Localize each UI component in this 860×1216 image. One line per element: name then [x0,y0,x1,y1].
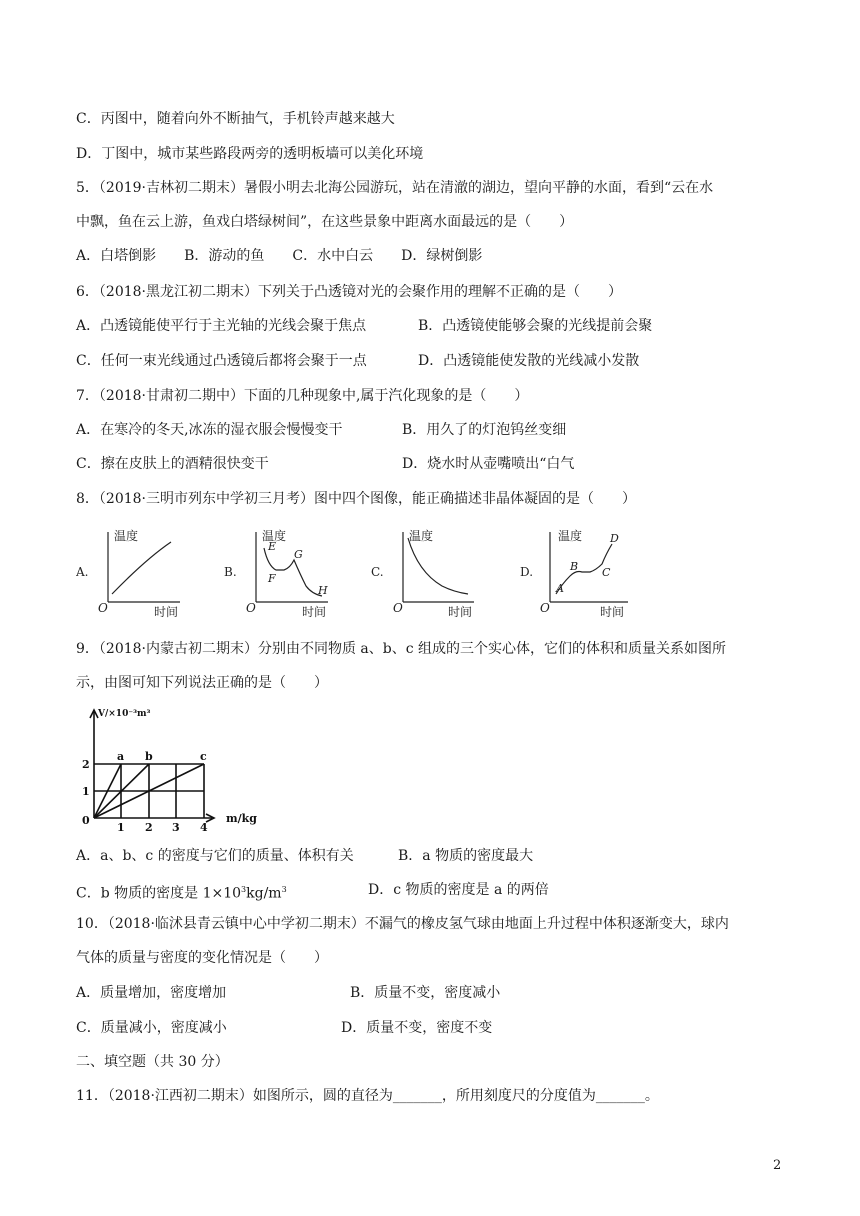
fig-d-point-d: D [610,532,619,545]
question-6-option-d: D．凸透镜能使发散的光线减小发散 [418,353,640,369]
fig-b-point-g: G [294,548,303,561]
q9-figure-svg [76,704,276,832]
fig-b-ylabel: 温度 [262,529,287,543]
q9-series-b: b [145,750,153,763]
fig-d-point-c: C [602,566,611,579]
q9-xlabel: m/kg [226,812,257,825]
question-7-stem: 7．（2018·甘肃初二期中）下面的几种现象中,属于汽化现象的是（ ） [76,388,529,404]
section-2-heading: 二、填空题（共 30 分） [76,1054,229,1070]
question-7-option-c: C．擦在皮肤上的酒精很快变干 [76,456,269,472]
question-10-stem: 10．（2018·临沭县青云镇中心中学初二期末）不漏气的橡皮氢气球由地面上升过程中体积逐渐变大，球内 [76,916,729,932]
option-c-line: C．丙图中，随着向外不断抽气，手机铃声越来越大 [76,111,395,127]
q9-figure [76,704,276,832]
fig-d-ylabel: 温度 [558,529,583,543]
q9-xtick-2: 2 [145,821,153,832]
q9-xtick-1: 1 [117,821,125,832]
q8-figures [76,524,636,620]
question-11-stem: 11．（2018·江西初二期末）如图所示，圆的直径为_______，所用刻度尺的分度值为_______。 [76,1088,659,1104]
question-5-stem-cont: 中飘，鱼在云上游，鱼戏白塔绿树间”，在这些景象中距离水面最远的是（ ） [76,214,574,230]
question-9-stem-cont: 示，由图可知下列说法正确的是（ ） [76,675,328,691]
question-10-option-b: B．质量不变，密度减小 [350,985,501,1001]
question-6-option-b: B．凸透镜使能够会聚的光线提前会聚 [418,318,653,334]
question-7-option-a: A．在寒冷的冬天,冰冻的湿衣服会慢慢变干 [76,422,343,438]
fig-a-origin: O [98,601,108,615]
fig-a-curve [112,542,171,594]
q9-ylabel: V/×10⁻³m³ [98,709,151,719]
option-d-line: D．丁图中，城市某些路段两旁的透明板墙可以美化环境 [76,146,424,162]
q9c-text: C．b 物质的密度是 1×10 [76,885,242,902]
q9-origin: 0 [82,814,90,827]
q9c-unit: kg/m [246,885,282,902]
question-9-option-c [76,880,287,904]
question-7-option-d: D．烧水时从壶嘴喷出“白气 [402,456,575,472]
question-7-option-b: B．用久了的灯泡钨丝变细 [402,422,567,438]
question-5-options: A．白塔倒影 B．游动的鱼 C．水中白云 D．绿树倒影 [76,248,483,264]
question-10-stem-cont: 气体的质量与密度的变化情况是（ ） [76,950,328,966]
fig-c-curve [408,538,468,594]
fig-b-xlabel: 时间 [302,605,327,619]
q9-series-a: a [117,750,125,763]
question-9-option-b: B．a 物质的密度最大 [398,848,534,864]
fig-b-point-e: E [268,540,277,553]
q9-xtick-4: 4 [200,821,208,832]
q9c-exp2: 3 [281,885,287,894]
fig-a-xlabel: 时间 [154,605,179,619]
fig-c-xlabel: 时间 [448,605,473,619]
fig-b-label: B. [224,565,237,579]
fig-c-ylabel: 温度 [409,529,434,543]
q9c-exp1: 3 [241,885,247,894]
question-10-option-c: C．质量减小，密度减小 [76,1020,227,1036]
question-8-stem: 8．（2018·三明市列东中学初三月考）图中四个图像，能正确描述非晶体凝固的是（ ） [76,491,636,507]
fig-d-point-b: B [570,560,579,573]
fig-c-label: C. [371,565,384,579]
fig-d-origin: O [540,601,550,615]
page-number: 2 [773,1158,782,1173]
fig-a-ylabel: 温度 [114,529,139,543]
fig-d-point-a: A [556,582,564,595]
question-5-stem: 5．（2019·吉林初二期末）暑假小明去北海公园游玩，站在清澈的湖边，望向平静的水面，看到“云在水 [76,180,714,196]
fig-b-point-f: F [268,572,276,585]
fig-a-label: A. [76,565,89,579]
fig-c-origin: O [393,601,403,615]
q9-ytick-1: 1 [82,785,90,798]
question-6-option-c: C．任何一束光线通过凸透镜后都将会聚于一点 [76,353,367,369]
fig-d-label: D. [520,565,534,579]
q9-series-c: c [200,750,207,763]
fig-b-origin: O [246,601,256,615]
question-10-option-a: A．质量增加，密度增加 [76,985,227,1001]
fig-b-point-h: H [318,584,328,597]
fig-d-xlabel: 时间 [600,605,625,619]
question-10-option-d: D．质量不变，密度不变 [341,1020,493,1036]
question-9-stem: 9．（2018·内蒙古初二期末）分别由不同物质 a、b、c 组成的三个实心体，它们的体积和质量关系如图所 [76,641,727,657]
question-9-option-d: D．c 物质的密度是 a 的两倍 [368,882,549,898]
question-9-option-a: A．a、b、c 的密度与它们的质量、体积有关 [76,848,354,864]
question-6-stem: 6．（2018·黑龙江初二期末）下列关于凸透镜对光的会聚作用的理解不正确的是（ ） [76,284,622,300]
q8-figures-svg [76,524,636,620]
question-6-option-a: A．凸透镜能使平行于主光轴的光线会聚于焦点 [76,318,367,334]
q9-ytick-2: 2 [82,758,90,771]
q9-xtick-3: 3 [172,821,180,832]
